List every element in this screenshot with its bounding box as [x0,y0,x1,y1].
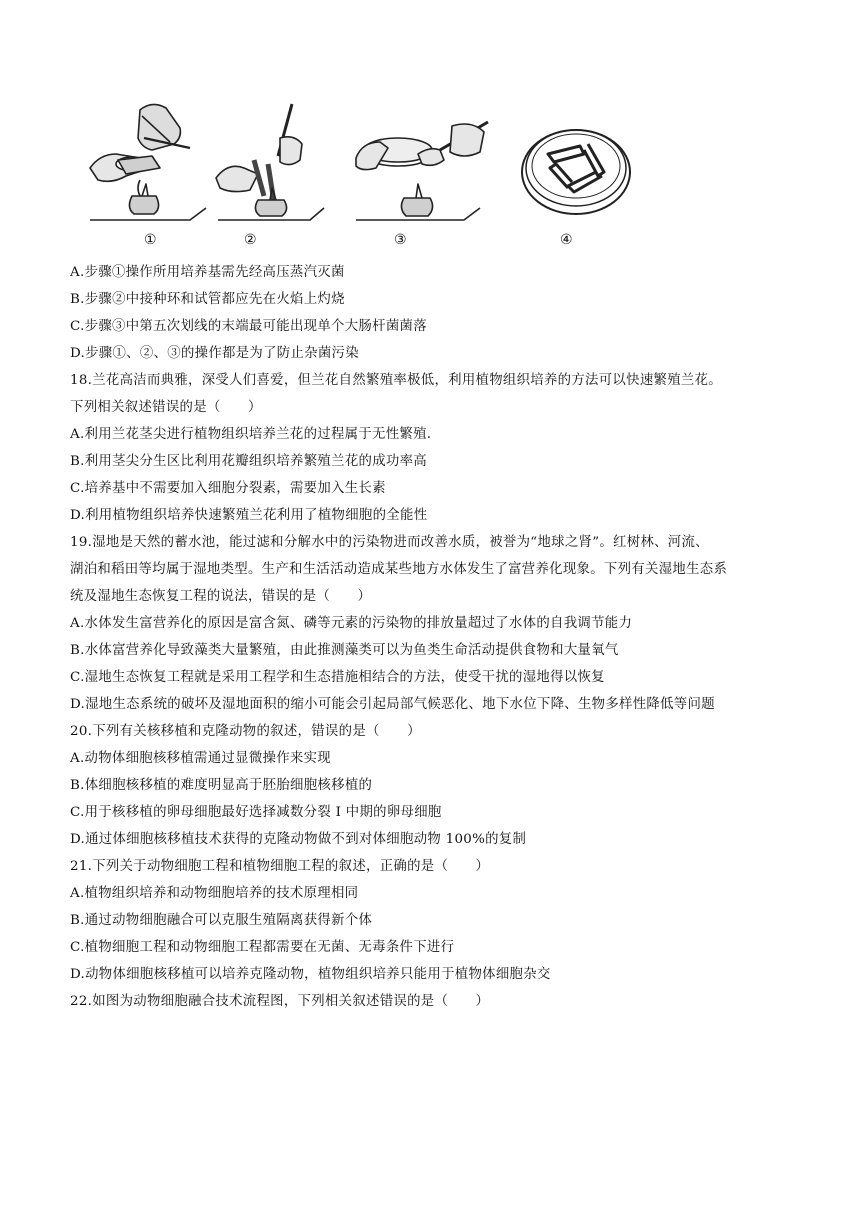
streaked-petri-dish-icon [518,120,634,220]
q18-stem-line2: 下列相关叙述错误的是（ ） [70,400,262,415]
q19-option-a: A.水体发生富营养化的原因是富含氮、磷等元素的污染物的排放量超过了水体的自我调节能力 [70,616,633,631]
q22-stem: 22.如图为动物细胞融合技术流程图，下列相关叙述错误的是（ ） [70,994,490,1009]
q19-stem-line3: 统及湿地生态恢复工程的说法，错误的是（ ） [70,589,372,604]
q19-stem-line2: 湖泊和稻田等均属于湿地类型。生产和生活活动造成某些地方水体发生了富营养化现象。下列有关湿地生态系 [70,562,728,577]
q20-option-b: B.体细胞核移植的难度明显高于胚胎细胞核移植的 [70,778,373,793]
q18-option-d: D.利用植物组织培养快速繁殖兰花利用了植物细胞的全能性 [70,508,428,523]
q17-option-d: D.步骤①、②、③的操作都是为了防止杂菌污染 [70,346,359,361]
q17-option-b: B.步骤②中接种环和试管都应先在火焰上灼烧 [70,292,345,307]
q19-option-c: C.湿地生态恢复工程就是采用工程学和生态措施相结合的方法，使受干扰的湿地得以恢复 [70,670,605,685]
question-text [70,259,810,1015]
experiment-steps-figure [70,98,630,258]
q21-option-d: D.动物体细胞核移植可以培养克隆动物，植物组织培养只能用于植物体细胞杂交 [70,967,551,982]
q20-option-d: D.通过体细胞核移植技术获得的克隆动物做不到对体细胞动物 100%的复制 [70,832,527,847]
test-tube-over-flame-icon [210,98,330,226]
q19-option-d: D.湿地生态系统的破坏及湿地面积的缩小可能会引起局部气候恶化、地下水位下降、生物多样性降低等问题 [70,697,715,712]
q21-option-b: B.通过动物细胞融合可以克服生殖隔离获得新个体 [70,913,373,928]
q20-option-a: A.动物体细胞核移植需通过显微操作来实现 [70,751,331,766]
q21-option-c: C.植物细胞工程和动物细胞工程都需要在无菌、无毒条件下进行 [70,940,455,955]
q18-option-c: C.培养基中不需要加入细胞分裂素，需要加入生长素 [70,481,386,496]
q20-option-c: C.用于核移植的卵母细胞最好选择减数分裂 I 中期的卵母细胞 [70,805,442,820]
q18-option-a: A.利用兰花茎尖进行植物组织培养兰花的过程属于无性繁殖. [70,427,432,442]
q17-option-c: C.步骤③中第五次划线的末端最可能出现单个大肠杆菌菌落 [70,319,427,334]
figure-label-4: ④ [560,232,573,248]
streaking-plate-over-flame-icon [348,98,498,226]
q18-stem-line1: 18.兰花高洁而典雅，深受人们喜爱，但兰花自然繁殖率极低，利用植物组织培养的方法可以快速繁殖兰花。 [70,373,722,388]
q21-stem: 21.下列关于动物细胞工程和植物细胞工程的叙述，正确的是（ ） [70,859,490,874]
q19-stem-line1: 19.湿地是天然的蓄水池，能过滤和分解水中的污染物进而改善水质，被誉为“地球之肾”。红树林、河流、 [70,535,709,550]
figure-label-2: ② [244,232,257,248]
q21-option-a: A.植物组织培养和动物细胞培养的技术原理相同 [70,886,359,901]
figure-label-1: ① [144,232,157,248]
inoculating-loop-over-flame-icon [82,98,212,226]
figure-label-3: ③ [394,232,407,248]
q20-stem: 20.下列有关核移植和克隆动物的叙述，错误的是（ ） [70,724,421,739]
q18-option-b: B.利用茎尖分生区比利用花瓣组织培养繁殖兰花的成功率高 [70,454,427,469]
q17-option-a: A.步骤①操作所用培养基需先经高压蒸汽灭菌 [70,265,345,280]
q19-option-b: B.水体富营养化导致藻类大量繁殖，由此推测藻类可以为鱼类生命活动提供食物和大量氧气 [70,643,619,658]
